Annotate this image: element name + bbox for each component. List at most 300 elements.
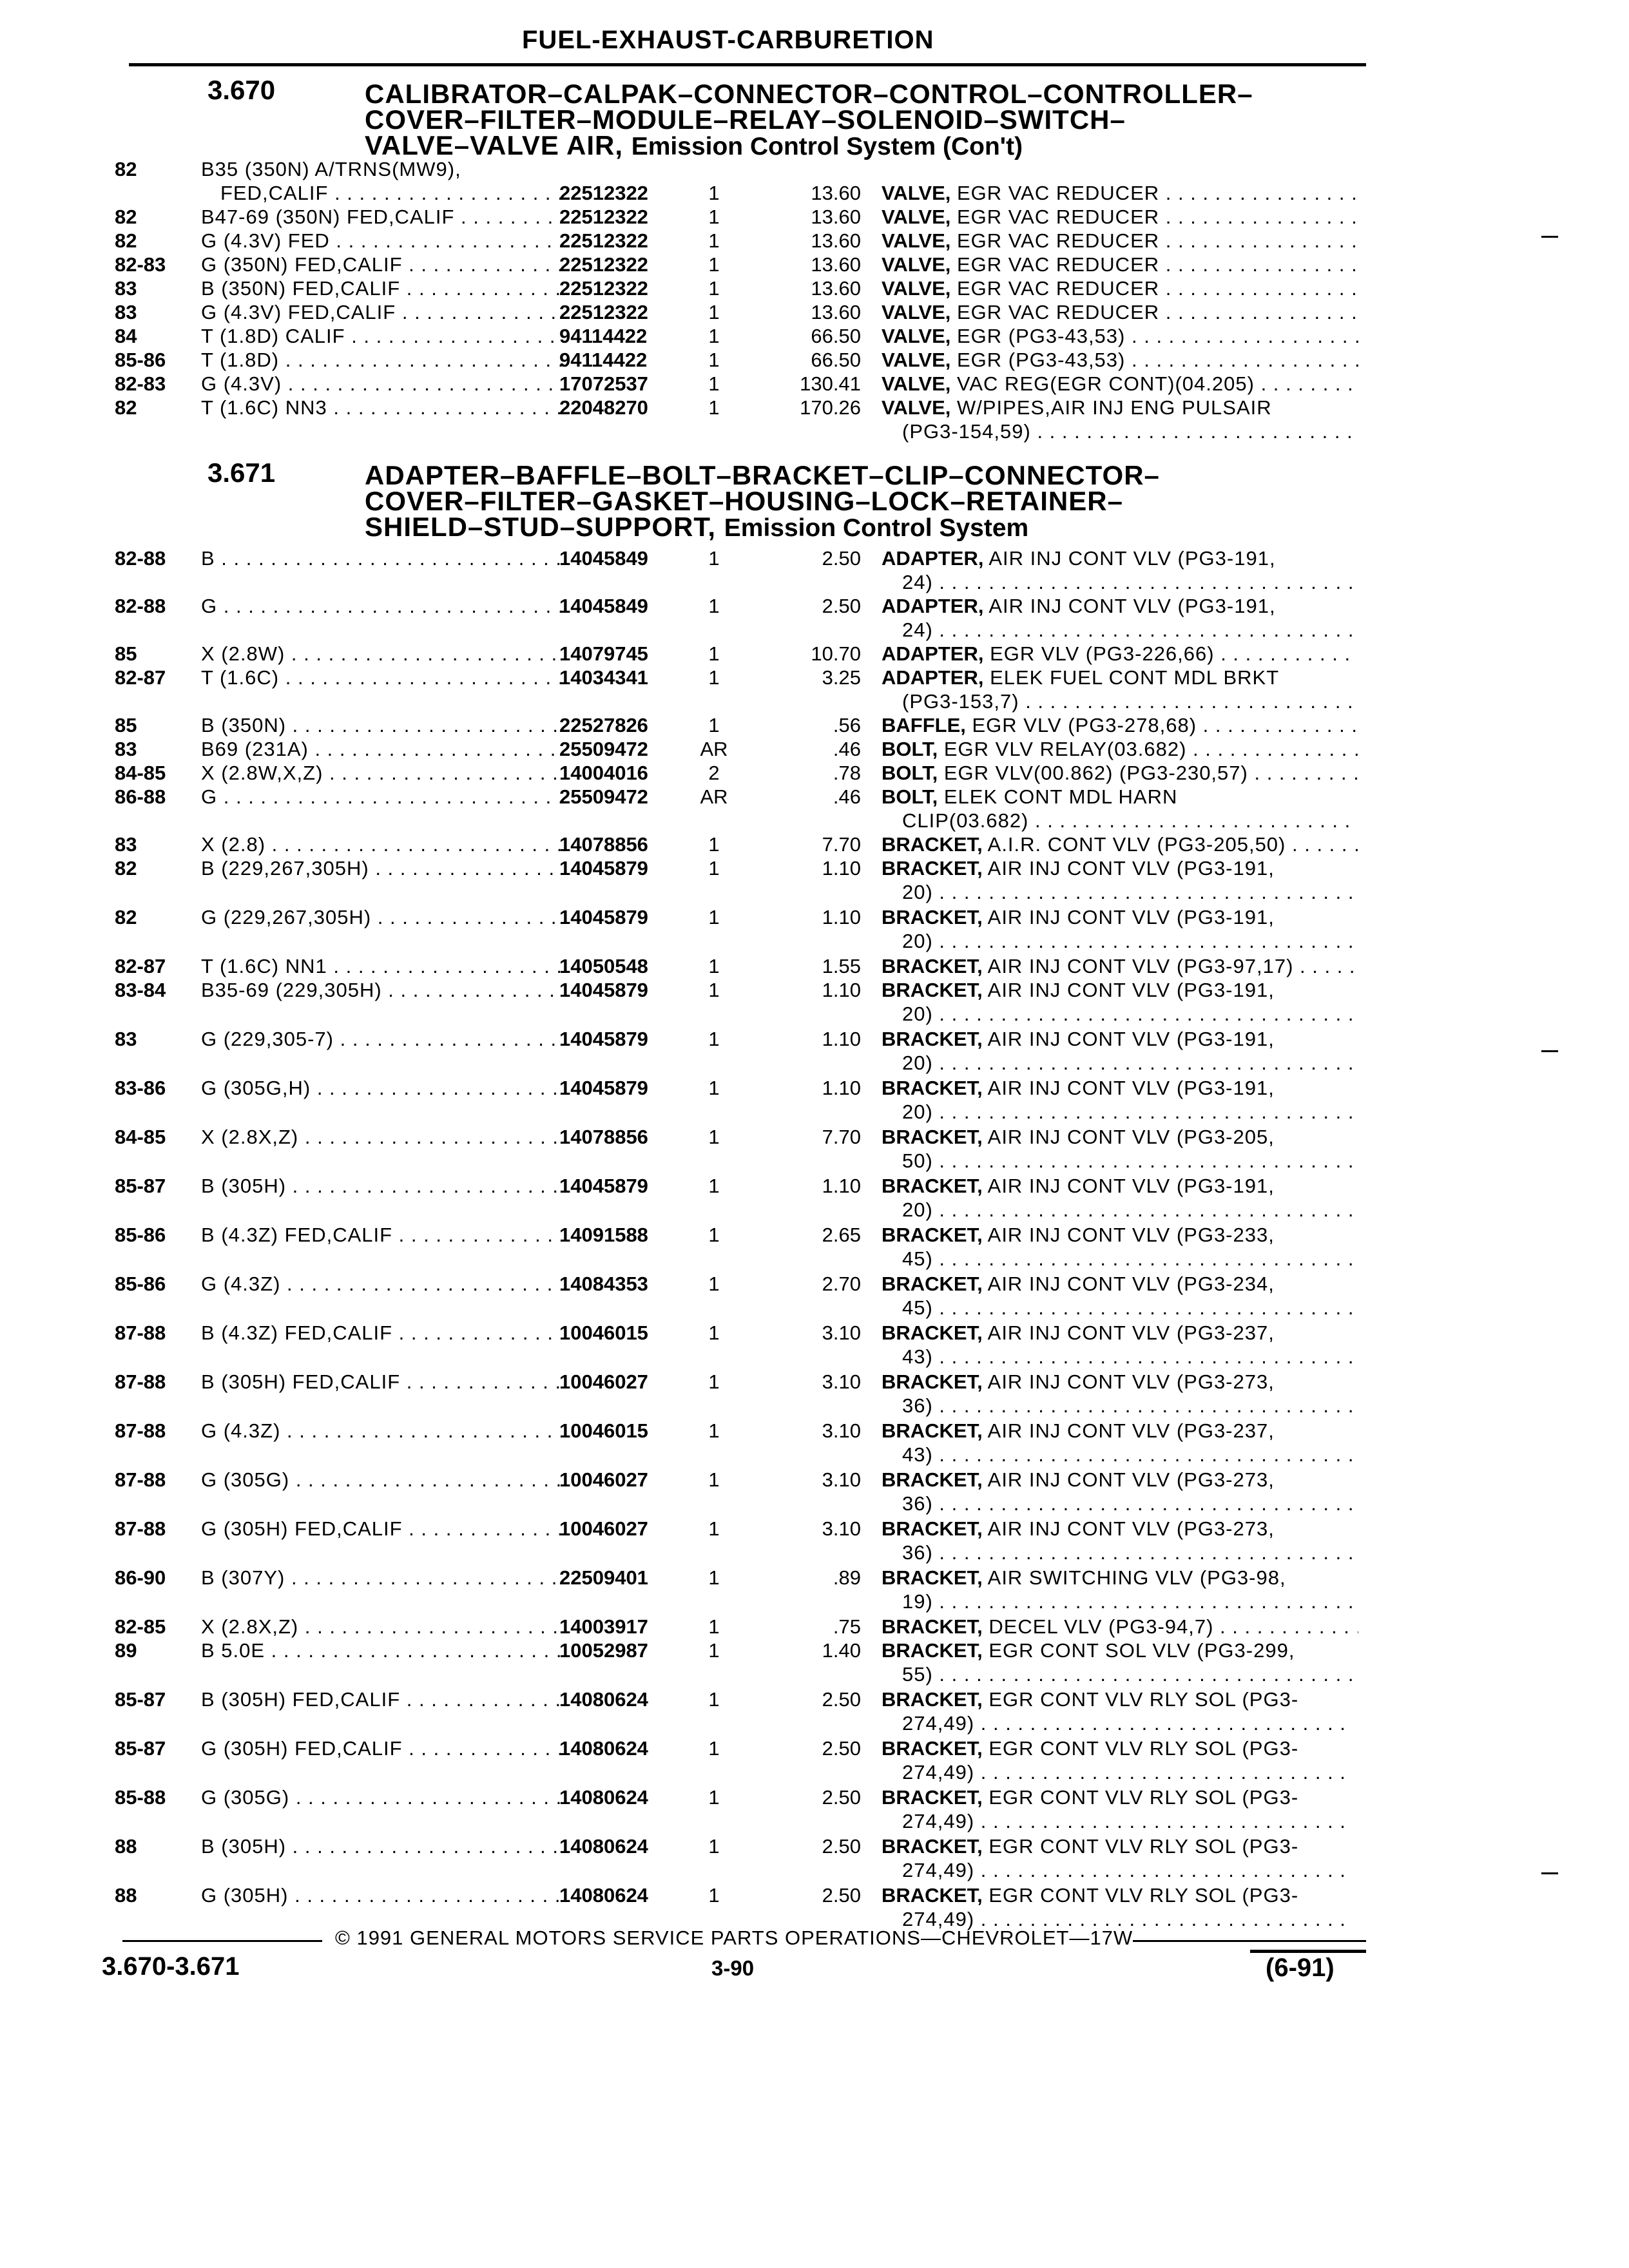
part-name: BRACKET,: [882, 1835, 983, 1858]
model-year: 85-86: [115, 1273, 166, 1295]
application: G (350N) FED,CALIF . . .: [201, 253, 562, 276]
application: B . . .: [201, 546, 562, 570]
price: .89: [833, 1566, 861, 1589]
model-year: 82-87: [115, 666, 166, 689]
quantity: 1: [708, 833, 720, 856]
part-description: AIR INJ CONT VLV (PG3-97,17): [987, 955, 1294, 977]
quantity: AR: [700, 738, 728, 760]
table-row: [0, 954, 1629, 980]
description: [882, 1370, 1358, 1394]
model-year: 84-85: [115, 1126, 166, 1148]
price: 2.50: [822, 1737, 861, 1760]
part-description: EGR VAC REDUCER: [957, 301, 1160, 323]
quantity: AR: [700, 785, 728, 808]
application: G (4.3Z) . . .: [201, 1419, 562, 1443]
description: [882, 1272, 1358, 1296]
part-number: 25509472: [559, 738, 648, 760]
quantity: 1: [708, 1835, 720, 1858]
part-name: VALVE,: [882, 372, 951, 395]
part-number: 14080624: [559, 1737, 648, 1760]
part-description: AIR INJ CONT VLV (PG3-191,: [987, 1175, 1275, 1197]
table-row: [0, 713, 1629, 739]
description: [882, 205, 1358, 229]
description: [882, 1615, 1358, 1639]
part-number: 14079745: [559, 642, 648, 665]
description: [882, 1883, 1358, 1907]
price: 1.55: [822, 955, 861, 977]
table-row: [0, 372, 1629, 398]
description: [882, 1027, 1358, 1051]
quantity: 1: [708, 1786, 720, 1809]
quantity: 1: [708, 206, 720, 228]
model-year: 82-88: [115, 547, 166, 570]
model-year: 83: [115, 1028, 137, 1050]
quantity: 1: [708, 1370, 720, 1393]
description: [882, 348, 1358, 372]
description: [882, 713, 1358, 737]
description-continuation: 55) . . .: [902, 1662, 1353, 1686]
quantity: 1: [708, 1224, 720, 1246]
part-number: 25509472: [559, 785, 648, 808]
description-continuation: 24) . . .: [902, 618, 1353, 642]
table-row: [0, 1125, 1629, 1151]
price: .56: [833, 714, 861, 736]
part-description: VAC REG(EGR CONT)(04.205): [957, 372, 1255, 395]
application: B47-69 (350N) FED,CALIF . . .: [201, 205, 562, 229]
section-title-line: VALVE–VALVE AIR, Emission Control System (Con't): [365, 130, 1023, 160]
part-name: BRACKET,: [882, 1175, 983, 1197]
part-description: AIR INJ CONT VLV (PG3-191,: [987, 1028, 1275, 1050]
part-number: 14080624: [559, 1786, 648, 1809]
table-row: [0, 1736, 1629, 1762]
table-row: [0, 856, 1629, 882]
part-description: AIR INJ CONT VLV (PG3-191,: [988, 595, 1276, 617]
table-row: [0, 905, 1629, 931]
table-row: [0, 1566, 1629, 1591]
part-description: AIR INJ CONT VLV (PG3-237,: [987, 1321, 1275, 1344]
model-year: 83-84: [115, 979, 166, 1001]
part-description: EGR VAC REDUCER: [957, 277, 1160, 300]
table-row: [0, 1419, 1629, 1445]
application: T (1.6C) NN3 . . .: [201, 396, 562, 419]
part-description: AIR INJ CONT VLV (PG3-191,: [987, 979, 1275, 1001]
part-description: A.I.R. CONT VLV (PG3-205,50): [987, 833, 1286, 856]
price: 2.70: [822, 1273, 861, 1295]
application: G (4.3V) FED,CALIF . . .: [201, 300, 562, 324]
description: [882, 324, 1358, 348]
application: B35-69 (229,305H) . . .: [201, 978, 562, 1002]
model-year: 84-85: [115, 762, 166, 784]
part-number: 14050548: [559, 955, 648, 977]
part-number: 14080624: [559, 1835, 648, 1858]
description: [882, 1468, 1358, 1492]
description: [882, 546, 1358, 570]
description: [882, 1419, 1358, 1443]
application: B (4.3Z) FED,CALIF . . .: [201, 1321, 562, 1345]
description-continuation: 20) . . .: [902, 1002, 1353, 1026]
table-row: [0, 253, 1629, 278]
description: [882, 181, 1358, 205]
part-description: AIR INJ CONT VLV (PG3-191,: [987, 1077, 1275, 1099]
part-description: AIR INJ CONT VLV (PG3-273,: [987, 1517, 1275, 1540]
part-number: 14078856: [559, 1126, 648, 1148]
section-title: [365, 460, 1160, 542]
table-row: [0, 1615, 1629, 1640]
table-row: [0, 978, 1629, 1004]
model-year: 85: [115, 714, 137, 736]
quantity: 1: [708, 1639, 720, 1662]
quantity: 1: [708, 1517, 720, 1540]
price: 3.10: [822, 1419, 861, 1442]
quantity: 1: [708, 714, 720, 736]
part-name: BRACKET,: [882, 1224, 983, 1246]
description: [882, 1639, 1358, 1662]
table-row: [0, 737, 1629, 763]
description-continuation: 43) . . .: [902, 1345, 1353, 1369]
part-name: ADAPTER,: [882, 595, 984, 617]
description-continuation: 20) . . .: [902, 1100, 1353, 1124]
part-name: BRACKET,: [882, 955, 983, 977]
description-continuation: 50) . . .: [902, 1149, 1353, 1173]
part-description: EGR VLV(00.862) (PG3-230,57): [943, 762, 1248, 784]
price: 2.50: [822, 1786, 861, 1809]
part-name: VALVE,: [882, 229, 951, 252]
quantity: 1: [708, 1077, 720, 1099]
description-continuation: 274,49) . . .: [902, 1858, 1353, 1882]
quantity: 1: [708, 1688, 720, 1711]
part-name: BRACKET,: [882, 1028, 983, 1050]
part-number: 14045849: [559, 547, 648, 570]
price: 3.10: [822, 1517, 861, 1540]
application: G (305H) . . .: [201, 1883, 562, 1907]
table-row: [0, 1468, 1629, 1494]
table-row: [0, 832, 1629, 858]
table-row: [0, 1834, 1629, 1860]
model-year: 84: [115, 325, 137, 347]
application: G (229,305-7) . . .: [201, 1027, 562, 1051]
description: [882, 832, 1358, 856]
part-description: AIR INJ CONT VLV (PG3-234,: [987, 1273, 1275, 1295]
price: 1.10: [822, 1028, 861, 1050]
table-row-app-line: [0, 157, 1629, 183]
part-description: AIR SWITCHING VLV (PG3-98,: [987, 1566, 1286, 1589]
part-name: BRACKET,: [882, 1884, 983, 1907]
part-number: 22512322: [559, 229, 648, 252]
description: [882, 642, 1358, 666]
model-year: 82: [115, 206, 137, 228]
footer-rule: [1250, 1950, 1366, 1953]
part-description: EGR VLV RELAY(03.682): [943, 738, 1187, 760]
model-year: 82-88: [115, 595, 166, 617]
application: G (305H) FED,CALIF . . .: [201, 1736, 562, 1760]
margin-mark: [1541, 1050, 1558, 1052]
model-year: 87-88: [115, 1468, 166, 1491]
price: 13.60: [811, 229, 861, 252]
model-year: 87-88: [115, 1370, 166, 1393]
section-title-line: SHIELD–STUD–SUPPORT, Emission Control System: [365, 512, 1029, 542]
part-number: 22048270: [559, 396, 648, 419]
part-number: 94114422: [559, 349, 648, 371]
price: 1.10: [822, 1175, 861, 1197]
description: [882, 1174, 1358, 1198]
part-number: 22512322: [559, 301, 648, 323]
price: 7.70: [822, 833, 861, 856]
part-name: BOLT,: [882, 738, 938, 760]
price: 130.41: [800, 372, 861, 395]
part-description: DECEL VLV (PG3-94,7): [988, 1615, 1214, 1638]
price: 13.60: [811, 182, 861, 204]
price: 2.50: [822, 1884, 861, 1907]
quantity: 1: [708, 229, 720, 252]
part-number: 14045879: [559, 979, 648, 1001]
model-year: 82-87: [115, 955, 166, 977]
part-description: EGR CONT VLV RLY SOL (PG3-: [988, 1884, 1299, 1907]
price: 2.50: [822, 1688, 861, 1711]
description-continuation: 36) . . .: [902, 1394, 1353, 1418]
price: 3.25: [822, 666, 861, 689]
application: B (350N) . . .: [201, 713, 562, 737]
description-continuation: 20) . . .: [902, 929, 1353, 953]
footer-page-number: 3-90: [711, 1956, 755, 1980]
application: X (2.8W,X,Z) . . .: [201, 761, 562, 785]
quantity: 1: [708, 301, 720, 323]
part-description: EGR CONT VLV RLY SOL (PG3-: [988, 1835, 1299, 1858]
part-number: 14045849: [559, 595, 648, 617]
quantity: 1: [708, 1419, 720, 1442]
part-description: AIR INJ CONT VLV (PG3-273,: [987, 1370, 1275, 1393]
table-row: [0, 1639, 1629, 1664]
table-row: [0, 666, 1629, 691]
model-year: 85-87: [115, 1175, 166, 1197]
description: [882, 785, 1358, 809]
part-number: 14080624: [559, 1884, 648, 1907]
footer-section-range: 3.670-3.671: [102, 1952, 240, 1981]
part-name: BRACKET,: [882, 1370, 983, 1393]
part-number: 10046027: [559, 1468, 648, 1491]
table-row: [0, 348, 1629, 374]
quantity: 1: [708, 979, 720, 1001]
model-year: 83-86: [115, 1077, 166, 1099]
quantity: 1: [708, 595, 720, 617]
model-year: 83: [115, 277, 137, 300]
table-row: [0, 205, 1629, 231]
part-name: ADAPTER,: [882, 666, 984, 689]
section-title: [365, 81, 1253, 160]
application: FED,CALIF . . .: [220, 181, 581, 205]
application: G (229,267,305H) . . .: [201, 905, 562, 929]
header-rule: [129, 63, 1366, 66]
part-number: 14003917: [559, 1615, 648, 1638]
part-name: BRACKET,: [882, 1639, 983, 1662]
description: [882, 761, 1358, 785]
model-year: 85-87: [115, 1737, 166, 1760]
section-title-line: CALIBRATOR–CALPAK–CONNECTOR–CONTROL–CONTROLLER–: [365, 79, 1253, 109]
quantity: 1: [708, 1468, 720, 1491]
application: G (305G) . . .: [201, 1785, 562, 1809]
price: 1.10: [822, 1077, 861, 1099]
price: 2.65: [822, 1224, 861, 1246]
price: 2.50: [822, 1835, 861, 1858]
part-number: 14091588: [559, 1224, 648, 1246]
application: T (1.6C) NN1 . . .: [201, 954, 562, 978]
part-description: AIR INJ CONT VLV (PG3-237,: [987, 1419, 1275, 1442]
table-row: [0, 1883, 1629, 1909]
price: 1.40: [822, 1639, 861, 1662]
description: [882, 1687, 1358, 1711]
margin-mark: [1541, 1872, 1558, 1874]
description: [882, 594, 1358, 618]
quantity: 1: [708, 547, 720, 570]
price: .75: [833, 1615, 861, 1638]
application: X (2.8) . . .: [201, 832, 562, 856]
description: [882, 396, 1358, 419]
part-name: BRACKET,: [882, 1321, 983, 1344]
quantity: 2: [708, 762, 720, 784]
part-description: ELEK CONT MDL HARN: [943, 785, 1178, 808]
description: [882, 1321, 1358, 1345]
application: B69 (231A) . . .: [201, 737, 562, 761]
application: B (350N) FED,CALIF . . .: [201, 276, 562, 300]
part-number: 22512322: [559, 277, 648, 300]
part-number: 14045879: [559, 1028, 648, 1050]
price: 13.60: [811, 277, 861, 300]
description: [882, 1125, 1358, 1149]
section-title-line: COVER–FILTER–MODULE–RELAY–SOLENOID–SWITCH–: [365, 104, 1126, 135]
table-row: [0, 546, 1629, 572]
model-year: 82: [115, 857, 137, 879]
application: X (2.8W) . . .: [201, 642, 562, 666]
footer-revision: (6-91): [1266, 1954, 1335, 1982]
description: [882, 300, 1358, 324]
price: 66.50: [811, 349, 861, 371]
table-row: [0, 1517, 1629, 1542]
application: G . . .: [201, 785, 562, 809]
part-number: 14078856: [559, 833, 648, 856]
price: .78: [833, 762, 861, 784]
quantity: 1: [708, 1884, 720, 1907]
model-year: 85-86: [115, 349, 166, 371]
price: 10.70: [811, 642, 861, 665]
part-number: 22512322: [559, 253, 648, 276]
part-name: BRACKET,: [882, 1688, 983, 1711]
model-year: 83: [115, 738, 137, 760]
model-year: 83: [115, 301, 137, 323]
part-description: EGR CONT VLV RLY SOL (PG3-: [988, 1688, 1299, 1711]
application: B35 (350N) A/TRNS(MW9),: [201, 158, 461, 180]
application: G . . .: [201, 594, 562, 618]
part-number: 22527826: [559, 714, 648, 736]
table-row: [0, 1370, 1629, 1396]
section-title-line: ADAPTER–BAFFLE–BOLT–BRACKET–CLIP–CONNECTOR–: [365, 460, 1160, 490]
quantity: 1: [708, 396, 720, 419]
description: [882, 666, 1358, 689]
quantity: 1: [708, 857, 720, 879]
quantity: 1: [708, 642, 720, 665]
quantity: 1: [708, 906, 720, 928]
page-header-title: FUEL-EXHAUST-CARBURETION: [522, 26, 934, 54]
part-description: EGR VAC REDUCER: [957, 182, 1160, 204]
part-description: EGR VAC REDUCER: [957, 229, 1160, 252]
part-number: 10046015: [559, 1419, 648, 1442]
price: 2.50: [822, 547, 861, 570]
application: G (305G,H) . . .: [201, 1076, 562, 1100]
model-year: 85-88: [115, 1786, 166, 1809]
quantity: 1: [708, 1321, 720, 1344]
part-name: ADAPTER,: [882, 642, 984, 665]
part-name: VALVE,: [882, 277, 951, 300]
part-number: 22512322: [559, 182, 648, 204]
description: [882, 856, 1358, 880]
part-number: 22512322: [559, 206, 648, 228]
price: 13.60: [811, 206, 861, 228]
part-name: BRACKET,: [882, 1566, 983, 1589]
application: T (1.8D) CALIF . . .: [201, 324, 562, 348]
part-name: BRACKET,: [882, 1737, 983, 1760]
part-description: W/PIPES,AIR INJ ENG PULSAIR: [957, 396, 1272, 419]
description: [882, 1223, 1358, 1247]
description: [882, 276, 1358, 300]
part-name: BRACKET,: [882, 906, 983, 928]
part-description: EGR VLV (PG3-278,68): [972, 714, 1197, 736]
description-continuation: CLIP(03.682) . . .: [902, 809, 1353, 832]
part-name: VALVE,: [882, 396, 951, 419]
footer-rule: [122, 1940, 322, 1942]
description: [882, 737, 1358, 761]
section-title-line: COVER–FILTER–GASKET–HOUSING–LOCK–RETAINER–: [365, 486, 1123, 516]
table-row: [0, 1223, 1629, 1249]
quantity: 1: [708, 349, 720, 371]
part-number: 14045879: [559, 1175, 648, 1197]
table-row: [0, 276, 1629, 302]
part-name: BRACKET,: [882, 979, 983, 1001]
description-continuation: 274,49) . . .: [902, 1760, 1353, 1784]
quantity: 1: [708, 1737, 720, 1760]
model-year: 85: [115, 642, 137, 665]
description-continuation: 19) . . .: [902, 1590, 1353, 1613]
application: G (4.3V) . . .: [201, 372, 562, 396]
table-row: [0, 785, 1629, 811]
part-number: 14004016: [559, 762, 648, 784]
table-row: [0, 229, 1629, 255]
description-continuation: 274,49) . . .: [902, 1711, 1353, 1735]
model-year: 88: [115, 1835, 137, 1858]
application: X (2.8X,Z) . . .: [201, 1615, 562, 1639]
model-year: 82: [115, 906, 137, 928]
part-name: BRACKET,: [882, 1273, 983, 1295]
description: [882, 229, 1358, 253]
quantity: 1: [708, 253, 720, 276]
price: 13.60: [811, 253, 861, 276]
footer-rule: [1133, 1940, 1366, 1942]
price: 170.26: [800, 396, 861, 419]
table-row: [0, 1076, 1629, 1102]
part-description: EGR VAC REDUCER: [957, 253, 1160, 276]
part-number: 14045879: [559, 906, 648, 928]
description-continuation: 24) . . .: [902, 570, 1353, 594]
model-year: 82-83: [115, 253, 166, 276]
model-year: 82-85: [115, 1615, 166, 1638]
description: [882, 978, 1358, 1002]
table-row: [0, 1174, 1629, 1200]
price: 13.60: [811, 301, 861, 323]
price: .46: [833, 785, 861, 808]
table-row: [0, 1785, 1629, 1811]
price: 1.10: [822, 857, 861, 879]
part-name: BAFFLE,: [882, 714, 966, 736]
quantity: 1: [708, 1566, 720, 1589]
table-row: [0, 300, 1629, 326]
application: B 5.0E . . .: [201, 1639, 562, 1662]
